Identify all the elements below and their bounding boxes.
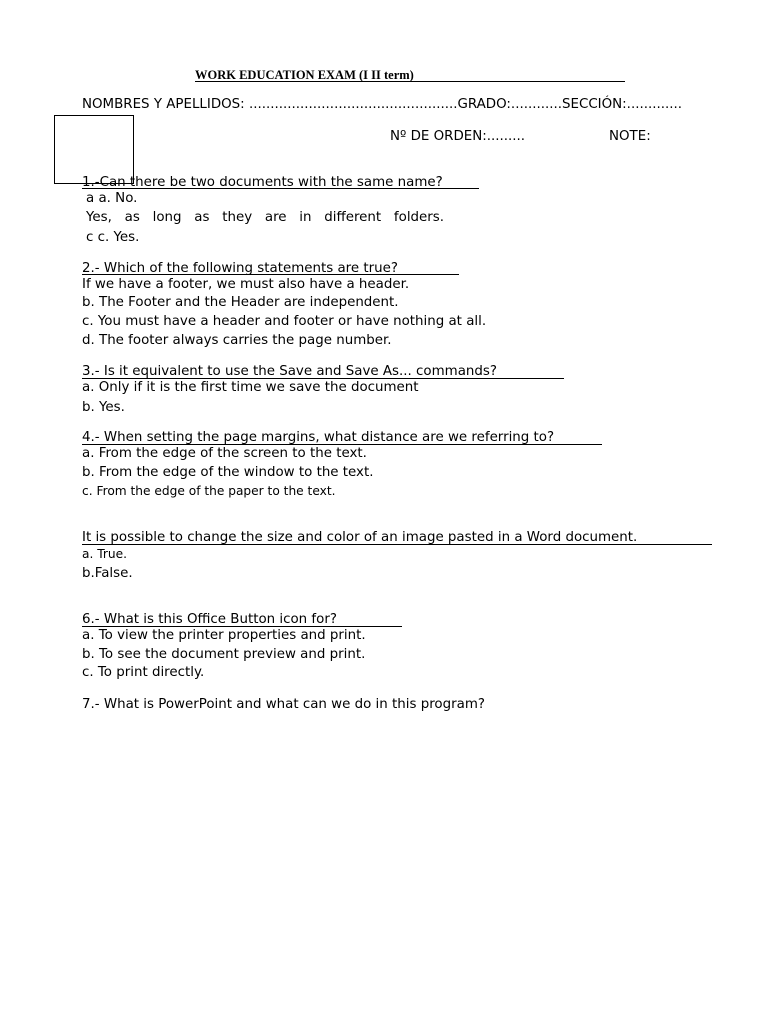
q3-option-a: a. Only if it is the first time we save the document bbox=[82, 380, 419, 395]
q2-option-a: If we have a footer, we must also have a header. bbox=[82, 277, 410, 292]
q2-option-b: b. The Footer and the Header are independent. bbox=[82, 295, 399, 310]
image-placeholder-box bbox=[54, 115, 134, 184]
q3-option-b: b. Yes. bbox=[82, 400, 125, 415]
question-5-underline bbox=[82, 544, 712, 545]
question-6: 6.- What is this Office Button icon for? bbox=[82, 612, 337, 627]
question-1: 1.-Can there be two documents with the same name? bbox=[82, 175, 443, 190]
question-2: 2.- Which of the following statements are true? bbox=[82, 261, 398, 276]
question-2-underline bbox=[82, 274, 459, 275]
exam-title: WORK EDUCATION EXAM (I II term) bbox=[195, 68, 414, 82]
question-3: 3.- Is it equivalent to use the Save and Save As... commands? bbox=[82, 364, 497, 379]
order-number-field: Nº DE ORDEN:......... bbox=[390, 129, 526, 144]
note-field: NOTE: bbox=[609, 129, 651, 144]
q5-option-a: a. True. bbox=[82, 547, 127, 561]
question-5: It is possible to change the size and color of an image pasted in a Word document. bbox=[82, 530, 638, 545]
question-4: 4.- When setting the page margins, what distance are we referring to? bbox=[82, 430, 555, 445]
q1-option-b: Yes, as long as they are in different folders. bbox=[86, 210, 445, 225]
q1-option-c: c c. Yes. bbox=[86, 230, 140, 245]
title-underline bbox=[195, 81, 625, 82]
question-3-underline bbox=[82, 378, 564, 379]
q5-option-b: b.False. bbox=[82, 566, 133, 581]
question-7: 7.- What is PowerPoint and what can we do in this program? bbox=[82, 697, 485, 712]
q1-option-a: a a. No. bbox=[86, 191, 138, 206]
question-4-underline bbox=[82, 444, 602, 445]
question-6-underline bbox=[82, 626, 402, 627]
q4-option-a: a. From the edge of the screen to the text. bbox=[82, 446, 367, 461]
q4-option-b: b. From the edge of the window to the text. bbox=[82, 465, 374, 480]
q4-option-c: c. From the edge of the paper to the text. bbox=[82, 484, 336, 498]
q6-option-b: b. To see the document preview and print. bbox=[82, 647, 366, 662]
q2-option-c: c. You must have a header and footer or have nothing at all. bbox=[82, 314, 487, 329]
q6-option-a: a. To view the printer properties and print. bbox=[82, 628, 366, 643]
q2-option-d: d. The footer always carries the page number. bbox=[82, 333, 392, 348]
question-1-underline bbox=[82, 188, 479, 189]
q6-option-c: c. To print directly. bbox=[82, 665, 205, 680]
name-grade-section-line: NOMBRES Y APELLIDOS: .................................................GRADO:............SECCIÓN:............. bbox=[82, 97, 683, 112]
